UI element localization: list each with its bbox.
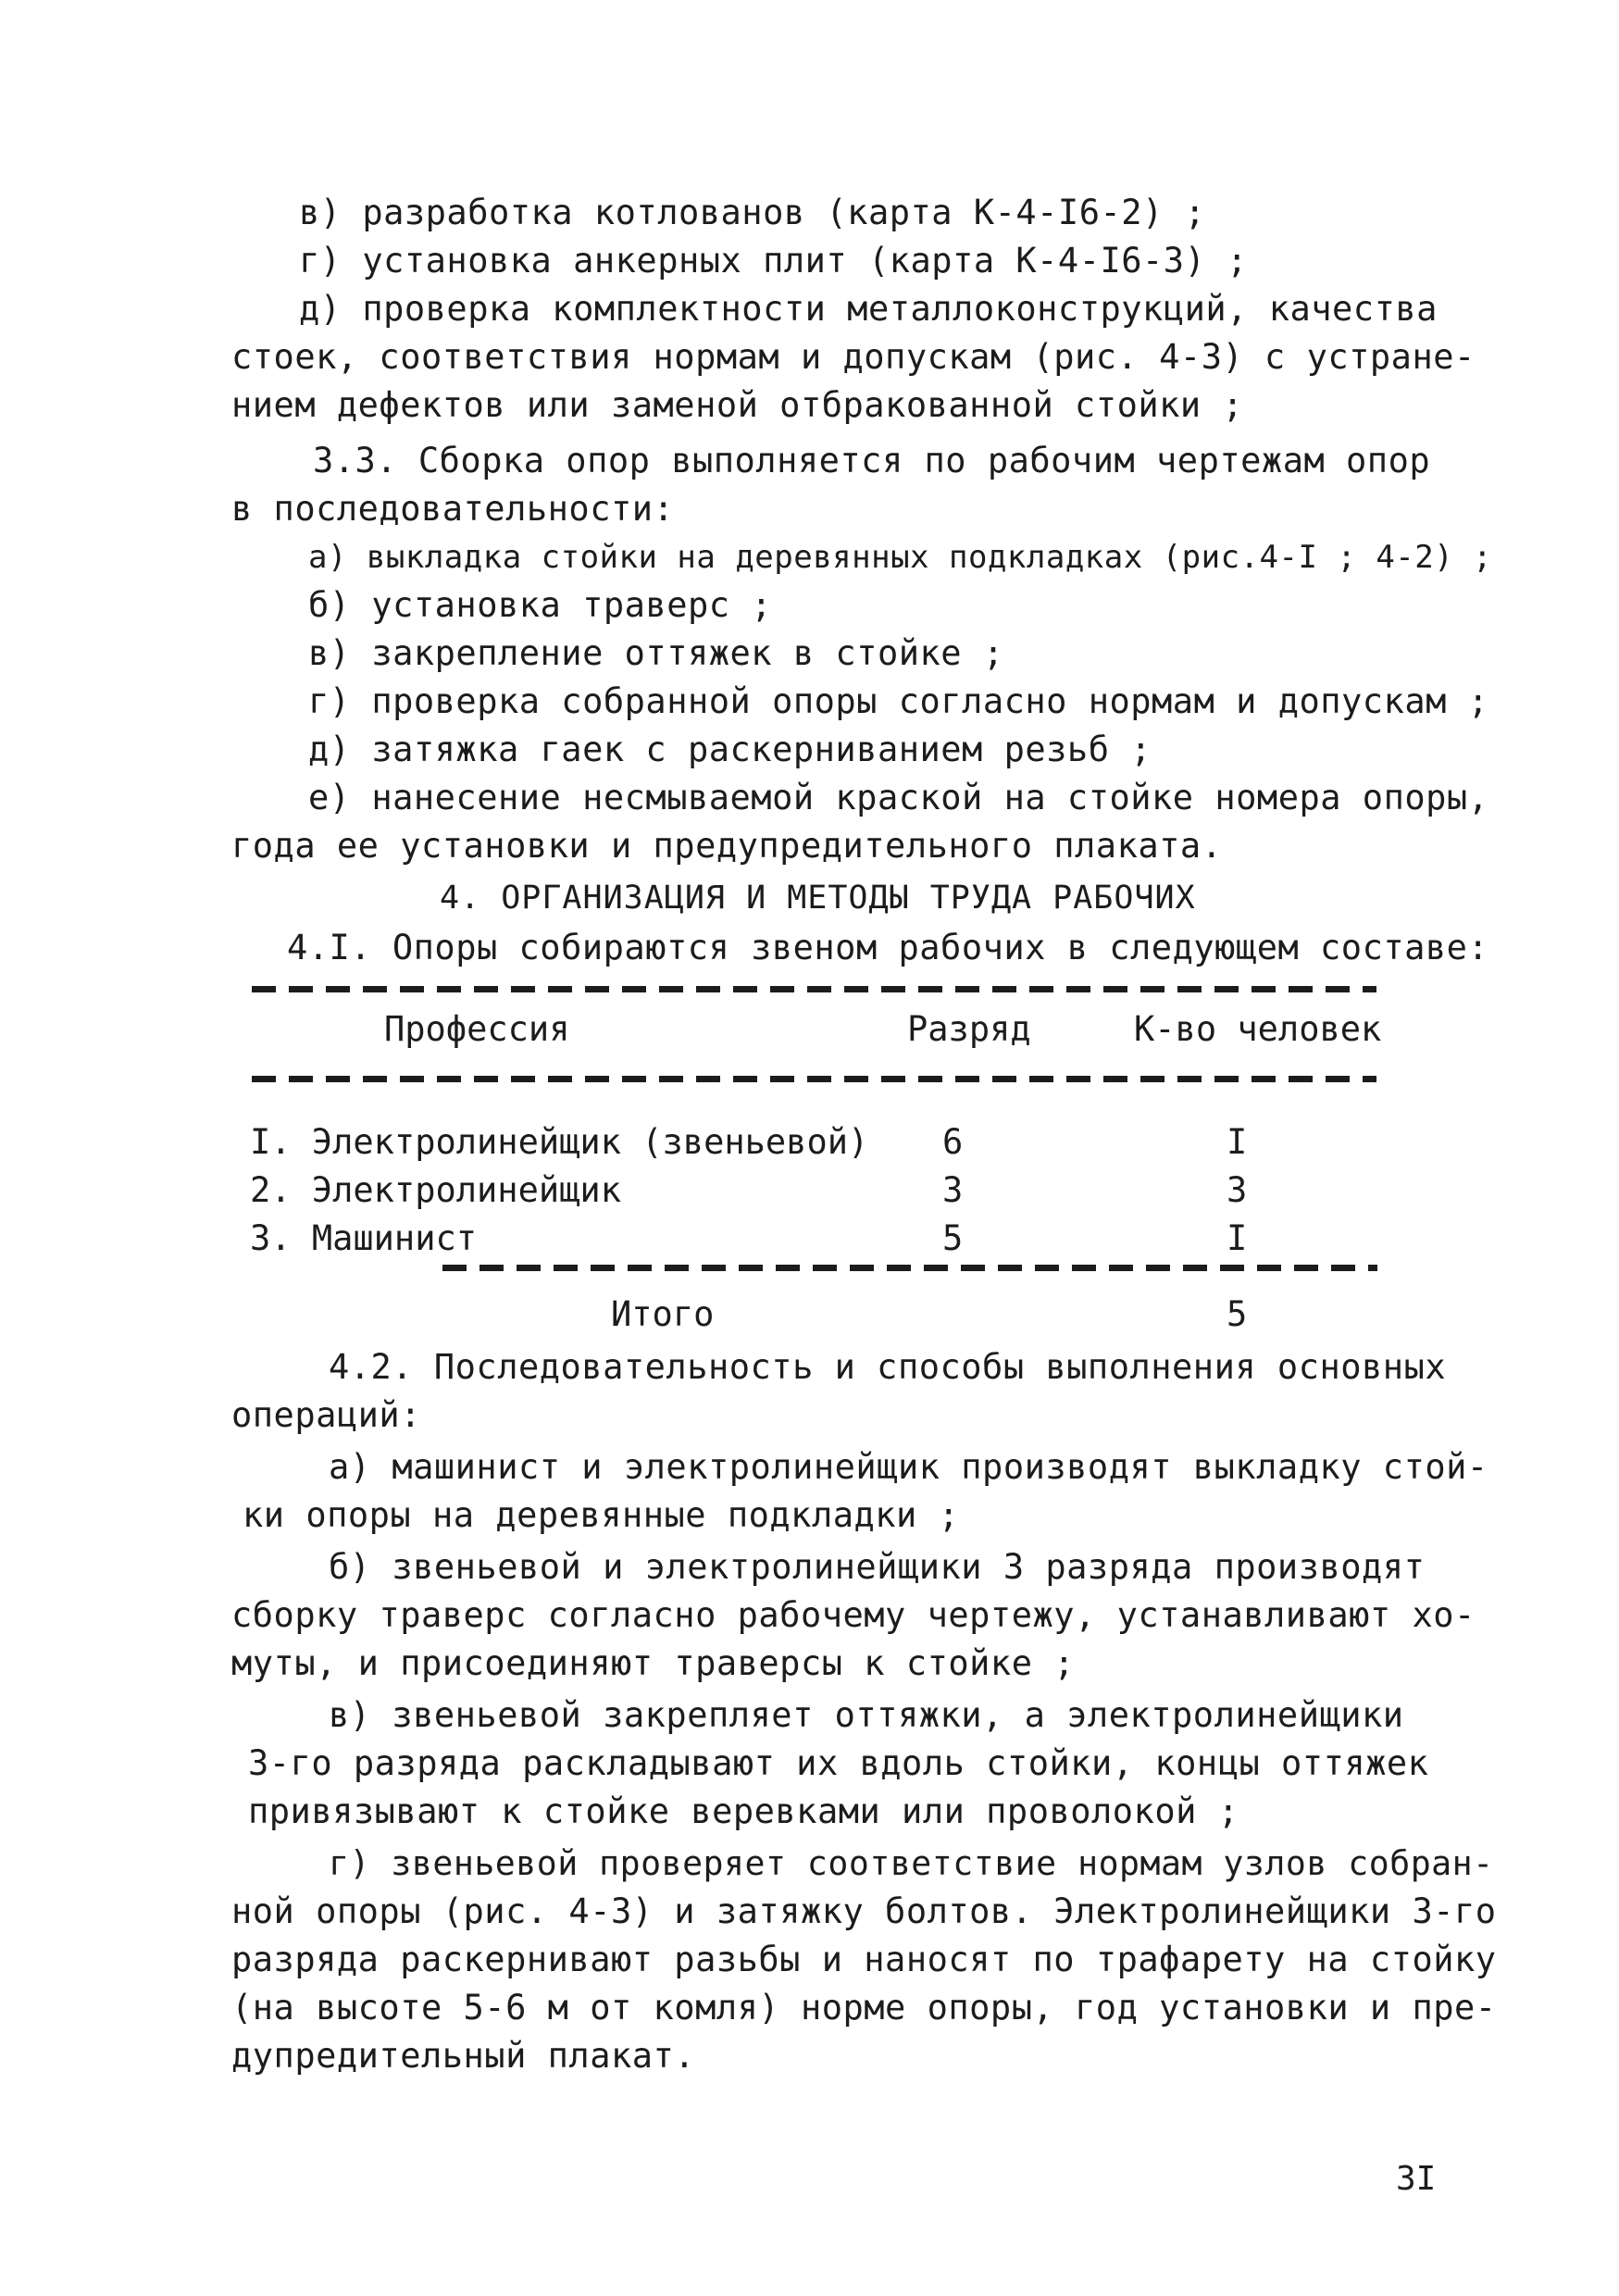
paragraph-4-1: 4.I. Опоры собираются звеном рабочих в следующем составе: <box>287 928 1489 967</box>
table-row-profession: 3. Машинист <box>250 1218 478 1258</box>
text-line: сборку траверс согласно рабочему чертежу, устанавливают хо- <box>231 1595 1476 1635</box>
text-line: года ее установки и предупредительного плаката. <box>231 826 1223 866</box>
text-line: дупредительный плакат. <box>231 2036 696 2076</box>
list-item: е) нанесение несмываемой краской на стойке номера опоры, <box>308 778 1489 817</box>
table-row-grade: 3 <box>942 1170 964 1210</box>
table-row-grade: 5 <box>942 1218 964 1258</box>
paragraph-3-3-heading: 3.3. Сборка опор выполняется по рабочим чертежам опор <box>313 441 1431 480</box>
total-value: 5 <box>1227 1294 1248 1334</box>
text-line: муты, и присоединяют траверсы к стойке ; <box>231 1643 1076 1683</box>
section-title: 4. ОРГАНИЗАЦИЯ И МЕТОДЫ ТРУДА РАБОЧИХ <box>440 880 1196 917</box>
table-row-profession: 2. Электролинейщик <box>250 1170 621 1210</box>
table-row-count: I <box>1227 1122 1248 1162</box>
text-line: г) установка анкерных плит (карта К-4-I6-3) ; <box>299 241 1248 281</box>
table-row-count: 3 <box>1227 1170 1248 1210</box>
list-item: а) машинист и электролинейщик производят выкладку стой- <box>329 1447 1488 1487</box>
text-line: операций: <box>231 1395 421 1435</box>
header-grade: Разряд <box>907 1009 1031 1049</box>
table-row-count: I <box>1227 1218 1248 1258</box>
table-header-rule <box>252 1076 1376 1082</box>
list-item: б) установка траверс ; <box>308 585 773 625</box>
total-label: Итого <box>611 1294 715 1334</box>
list-item: б) звеньевой и электролинейщики 3 разряда производят <box>329 1547 1426 1587</box>
list-item: а) выкладка стойки на деревянных подкладках (рис.4-I ; 4-2) ; <box>308 539 1493 576</box>
table-row-profession: I. Электролинейщик (звеньевой) <box>250 1122 869 1162</box>
list-item: г) звеньевой проверяет соответствие нормам узлов собран- <box>329 1843 1494 1883</box>
header-count: К-во человек <box>1134 1009 1382 1049</box>
header-profession: Профессия <box>384 1009 570 1049</box>
text-line: 3-го разряда раскладывают их вдоль стойки, концы оттяжек <box>248 1743 1429 1783</box>
text-line: в) разработка котлованов (карта К-4-I6-2) ; <box>299 193 1206 232</box>
table-top-rule <box>252 986 1376 992</box>
list-item: д) затяжка гаек с раскерниванием резьб ; <box>308 730 1152 769</box>
text-line: стоек, соответствия нормам и допускам (рис. 4-3) с устране- <box>231 337 1476 377</box>
list-item: г) проверка собранной опоры согласно нормам и допускам ; <box>308 681 1489 721</box>
text-line: ной опоры (рис. 4-3) и затяжку болтов. Электролинейщики 3-го <box>231 1891 1497 1931</box>
table-total-rule <box>442 1265 1377 1271</box>
paragraph-4-2-heading: 4.2. Последовательность и способы выполнения основных <box>329 1347 1447 1387</box>
text-line: разряда раскернивают разьбы и наносят по трафарету на стойку <box>231 1940 1497 1979</box>
text-line: (на высоте 5-6 м от комля) норме опоры, год установки и пре- <box>231 1988 1497 2028</box>
text-line: нием дефектов или заменой отбракованной стойки ; <box>231 385 1244 425</box>
list-item: в) закрепление оттяжек в стойке ; <box>308 633 1004 673</box>
text-line: привязывают к стойке веревками или проволокой ; <box>248 1791 1239 1831</box>
text-line: в последовательности: <box>231 489 675 529</box>
list-item: в) звеньевой закрепляет оттяжки, а электролинейщики <box>329 1695 1404 1735</box>
text-line: д) проверка комплектности металлоконструкций, качества <box>299 289 1438 329</box>
page-number: 3I <box>1396 2160 1437 2198</box>
text-line: ки опоры на деревянные подкладки ; <box>243 1495 960 1535</box>
table-row-grade: 6 <box>942 1122 964 1162</box>
